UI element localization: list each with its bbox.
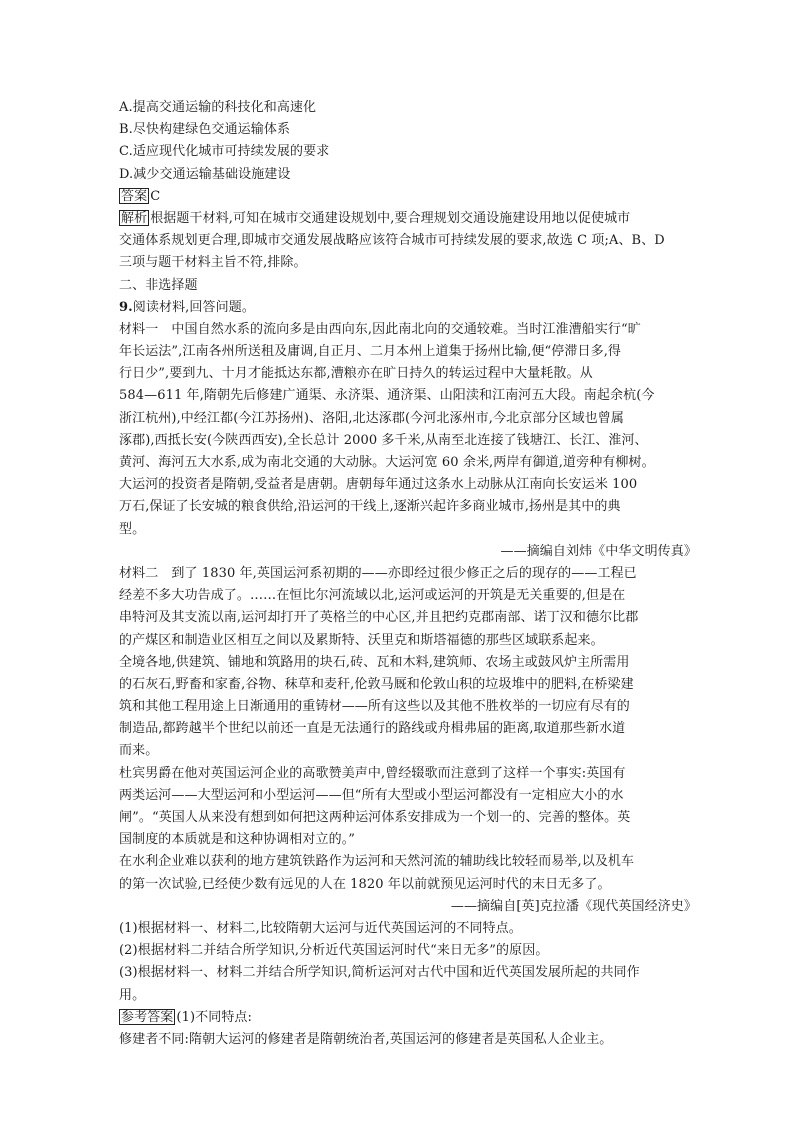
- answer-value: C: [150, 188, 161, 204]
- material-2-source: ——摘编自[英]克拉潘《现代英国经济史》: [450, 898, 697, 914]
- material-2-line: 杜宾男爵在他对英国运河企业的高歌赞美声中,曾经辍歌而注意到了这样一个事实:英国有: [119, 765, 626, 781]
- answer-tag: 答案: [121, 188, 148, 204]
- section-title: 二、非选择题: [119, 277, 198, 293]
- option-b: B.尽快构建绿色交通运输体系: [119, 122, 291, 138]
- reference-line: 修建者不同:隋朝大运河的修建者是隋朝统治者,英国运河的修建者是英国私人企业主。: [119, 1031, 613, 1047]
- material-2-line: 串特河及其支流以南,运河却打开了英格兰的中心区,并且把约克郡南部、诺丁汉和德尔比郡: [119, 610, 639, 626]
- material-2: [119, 563, 697, 918]
- option-d: D.减少交通运输基础设施建设: [119, 166, 291, 182]
- subquestion-3-cont: 用。: [119, 987, 146, 1003]
- material-2-line: 全境各地,供建筑、铺地和筑路用的块石,砖、瓦和木料,建筑师、农场主或鼓风炉主所需用: [119, 654, 630, 670]
- subquestion-1: (1)根据材料一、材料二,比较隋朝大运河与近代英国运河的不同特点。: [119, 920, 522, 936]
- reference-answer-line: [119, 1007, 697, 1029]
- question-9: [119, 297, 697, 319]
- material-2-line: 制造品,都跨越半个世纪以前还一直是无法通行的路线或舟楫弗届的距离,取道那些新水道: [119, 721, 626, 737]
- material-2-line: 的第一次试验,已经使少数有远见的人在 1820 年以前就预见运河时代的末日无多了。: [119, 876, 611, 892]
- material-1-source: ——摘编自刘炜《中华文明传真》: [500, 543, 697, 559]
- subquestion-3: (3)根据材料一、材料二并结合所学知识,简析运河对古代中国和近代英国发展所起的共同作: [119, 965, 640, 981]
- material-2-line: 闸”。“英国人从来没有想到如何把这两种运河体系安排成为一个划一的、完善的整体。英: [119, 810, 631, 825]
- material-2-line: 国制度的本质就是和这种协调相对立的。”: [119, 832, 356, 848]
- material-1-line: 涿郡),西抵长安(今陕西西安),全长总计 2000 多千米,从南至北连接了钱塘江、长江、淮河、: [119, 432, 648, 448]
- material-2-line: 的石灰石,野畜和家畜,谷物、秣草和麦秆,伦敦马厩和伦敦山积的垃圾堆中的肥料,在桥梁建: [119, 676, 634, 692]
- material-1-line: 大运河的投资者是隋朝,受益者是唐朝。唐朝每年通过这条水上动脉从江南向长安运米 100: [119, 477, 638, 493]
- analysis-line-1: [119, 208, 697, 230]
- material-1-line: 万石,保证了长安城的粮食供给,沿运河的干线上,逐渐兴起许多商业城市,扬州是其中的典: [119, 499, 621, 515]
- analysis-line-3: 三项与题干材料主旨不符,排除。: [119, 255, 307, 271]
- material-2-line: 而来。: [119, 743, 159, 759]
- analysis-text: 根据题干材料,可知在城市交通建设规划中,要合理规划交通设施建设用地以促使城市: [150, 210, 631, 226]
- document-body: [119, 97, 697, 1051]
- reference-first: (1)不同特点:: [176, 1009, 253, 1025]
- material-2-line: 筑和其他工程用途上日渐通用的重铸材——所有这些以及其他不胜枚举的一切应有尽有的: [119, 699, 630, 715]
- material-2-line: 的产煤区和制造业区相互之间以及累斯特、沃里克和斯塔福德的那些区域联系起来。: [119, 632, 604, 648]
- material-2-line: 材料二 到了 1830 年,英国运河系初期的——亦即经过很少修正之后的现存的——工程已: [119, 565, 637, 581]
- material-1-line: 浙江杭州),中经江都(今江苏扬州)、洛阳,北达涿郡(今河北涿州市,今北京部分区域也曾属: [119, 410, 624, 426]
- material-2-line: 两类运河——大型运河和小型运河——但“所有大型或小型运河都没有一定相应大小的水: [119, 787, 624, 803]
- material-1-line: 材料一 中国自然水系的流向多是由西向东,因此南北向的交通较难。当时江淮漕船实行“旷: [119, 321, 641, 337]
- answer-line: [119, 186, 697, 208]
- analysis-tag: 解析: [121, 210, 148, 226]
- subquestions: [119, 918, 697, 1007]
- material-1-line: 行日少”,要到九、十月才能抵达东都,漕粮亦在旷日持久的转运过程中大量耗散。从: [119, 366, 593, 382]
- question-number: 9.: [119, 299, 133, 315]
- material-2-line: 在水利企业难以获利的地方建筑铁路作为运河和天然河流的辅助线比较轻而易举,以及机车: [119, 854, 635, 870]
- option-a: A.提高交通运输的科技化和高速化: [119, 100, 317, 115]
- option-c: C.适应现代化城市可持续发展的要求: [119, 144, 330, 160]
- material-1-line: 年长运法”,江南各州所送租及庸调,自正月、二月本州上道集于扬州比输,便“停滞日多,得: [119, 344, 622, 360]
- material-1-line: 型。: [119, 521, 146, 537]
- question-stem: 阅读材料,回答问题。: [132, 299, 255, 315]
- reference-tag: 参考答案: [121, 1009, 174, 1025]
- material-1: [119, 319, 697, 563]
- material-2-line: 经差不多大功告成了。……在恒比尔河流域以北,运河或运河的开筑是无关重要的,但是在: [119, 588, 626, 604]
- material-1-line: 584—611 年,隋朝先后修建广通渠、永济渠、通济渠、山阳渎和江南河五大段。南起余杭(今: [119, 388, 655, 404]
- analysis-line-2: 交通体系规划更合理,即城市交通发展战略应该符合城市可持续发展的要求,故选 C 项;A、B、D: [119, 233, 665, 249]
- subquestion-2: (2)根据材料二并结合所学知识,分析近代英国运河时代“来日无多”的原因。: [119, 943, 549, 959]
- material-1-line: 黄河、海河五大水系,成为南北交通的大动脉。大运河宽 60 余米,两岸有御道,道旁种有柳树。: [119, 455, 655, 470]
